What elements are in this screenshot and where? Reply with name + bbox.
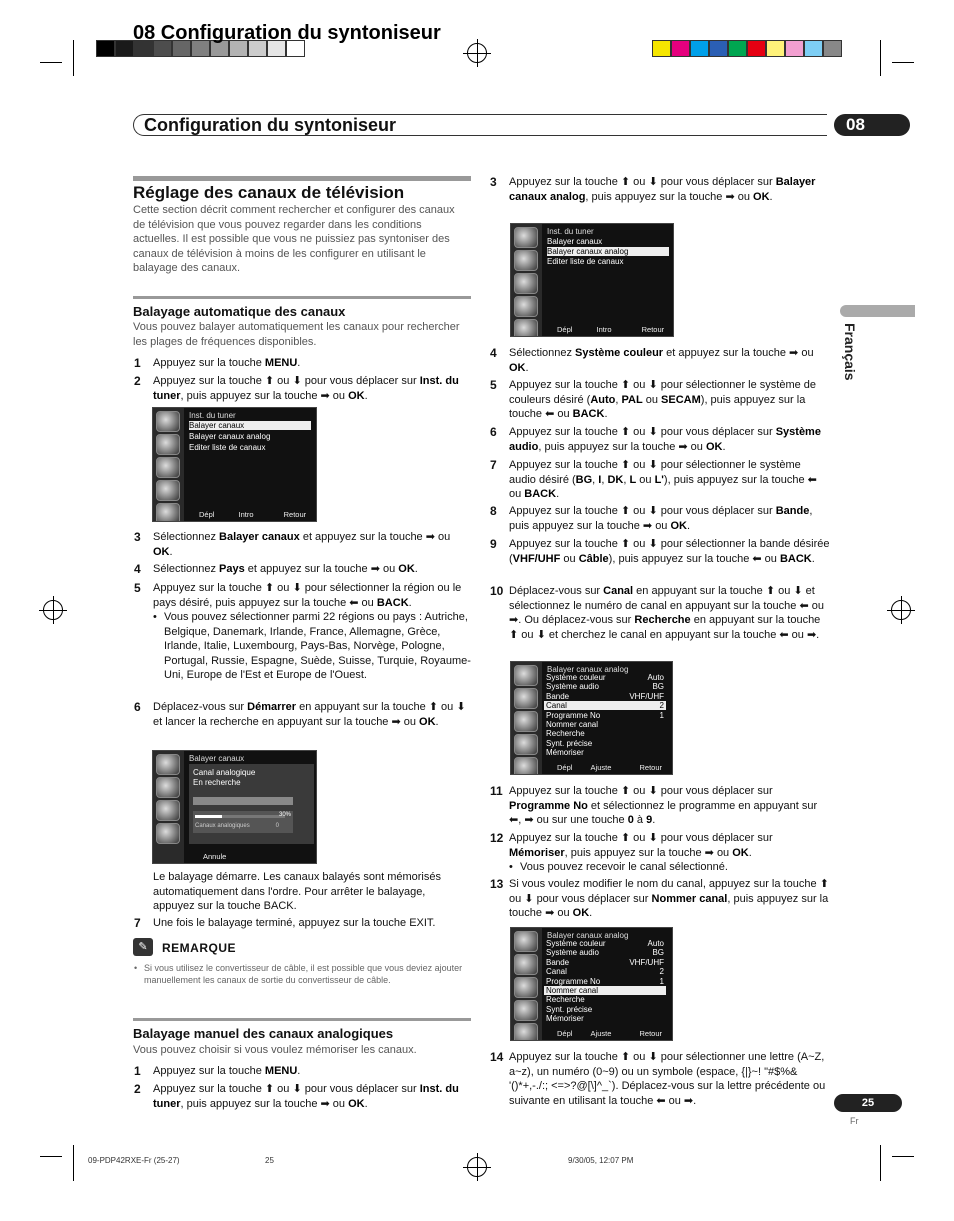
section-heading: Réglage des canaux de télévision	[133, 183, 405, 202]
settings-row	[544, 1005, 666, 1014]
step: 9 Appuyez sur la touche ⬆ ou ⬇ pour sélectionner la bande désirée (VHF/UHF ou Câble), puis appuyez sur la touche ⬅ ou BACK.	[490, 537, 830, 565]
gray-swatch	[96, 40, 115, 57]
settings-label: Synt. précise	[546, 1004, 593, 1014]
tv-menu-screen	[510, 223, 674, 337]
step: 6 Déplacez-vous sur Démarrer en appuyant sur la touche ⬆ ou ⬇ et lancer la recherche en appuyant sur la touche ➡ ou OK.	[134, 700, 466, 728]
settings-row	[544, 986, 666, 995]
progress-fill	[195, 815, 222, 818]
settings-label: Recherche	[546, 729, 585, 739]
note-heading: REMARQUE	[162, 941, 237, 955]
bullet: • Vous pouvez sélectionner parmi 22 régions ou pays : Autriche, Belgique, Danemark, Irlande, France, Allemagne, Grèce, Irlande, Italie, Luxembourg, Pays-Bas, Norvège, Pologne, Portugal, Russie, Espagne, Suède, Suisse, Turquie, Royaume-Uni, Europe de l'Est et Europe de l'Ouest.	[153, 611, 471, 682]
step-continuation: Le balayage démarre. Les canaux balayés sont mémorisés automatiquement dans l'ordre. Pour arrêter le balayage, appuyez sur la touche BACK.	[153, 871, 441, 913]
setup-icon	[514, 1000, 538, 1021]
settings-row	[544, 711, 666, 720]
settings-row	[544, 958, 666, 967]
settings-row	[544, 995, 666, 1004]
language-code: Fr	[850, 1116, 859, 1126]
setup-icon	[156, 480, 180, 501]
settings-row	[544, 692, 666, 701]
antenna-icon	[514, 227, 538, 248]
picture-icon	[156, 777, 180, 798]
setup-icon	[156, 823, 180, 844]
settings-value: Auto	[647, 673, 664, 682]
menu-footer: Dépl Ajuste Retour	[557, 1029, 662, 1038]
menu-footer: Dépl Intro Retour	[199, 510, 307, 519]
note-icon: ✎	[133, 938, 153, 956]
settings-row	[544, 729, 666, 738]
subsection-heading: Balayage automatique des canaux	[133, 304, 346, 319]
settings-value: Auto	[647, 939, 664, 948]
color-swatch	[690, 40, 709, 57]
color-swatch	[804, 40, 823, 57]
color-swatch	[785, 40, 804, 57]
crop-mark	[40, 1156, 62, 1157]
step: 7 Appuyez sur la touche ⬆ ou ⬇ pour sélectionner le système audio désiré (BG, I, DK, L ou L'), puis appuyez sur la touche ⬅ ou BACK.	[490, 458, 817, 501]
step: 12 Appuyez sur la touche ⬆ ou ⬇ pour vous déplacer sur Mémoriser, puis appuyez sur la touche ➡ ou OK.	[490, 831, 773, 859]
step: 5 Appuyez sur la touche ⬆ ou ⬇ pour sélectionner le système de couleurs désiré (Auto, PAL ou SECAM), puis appuyez sur la touche ⬅ ou BACK.	[490, 378, 817, 421]
crop-mark	[73, 1145, 74, 1181]
tv-menu-screen	[152, 407, 317, 522]
picture-icon	[514, 250, 538, 271]
menu-icon-column	[511, 928, 542, 1040]
crop-mark	[892, 1156, 914, 1157]
step: 7 Une fois le balayage terminé, appuyez sur la touche EXIT.	[134, 916, 436, 930]
step: 2 Appuyez sur la touche ⬆ ou ⬇ pour vous déplacer sur Inst. du tuner, puis appuyez sur la touche ➡ ou OK.	[134, 1082, 459, 1110]
divider	[133, 1018, 471, 1021]
section-title: Configuration du syntoniseur	[144, 115, 396, 135]
audio-icon	[156, 800, 180, 821]
file-page: 25	[265, 1156, 274, 1165]
audio-icon	[514, 977, 538, 998]
settings-row	[544, 977, 666, 986]
settings-row	[544, 948, 666, 957]
print-date: 9/30/05, 12:07 PM	[568, 1156, 634, 1165]
audio-icon	[514, 273, 538, 294]
step: 10 Déplacez-vous sur Canal en appuyant sur la touche ⬆ ou ⬇ et sélectionnez le numéro de canal en appuyant sur la touche ⬅ ou ➡. Ou déplacez-vous sur Recherche en appuyant sur la touche ⬆ ou ⬇ et cherchez le canal en appuyant sur la touche ⬅ ou ➡.	[490, 584, 824, 641]
menu-footer: Dépl Intro Retour	[557, 325, 665, 334]
settings-label: Synt. précise	[546, 738, 593, 748]
subsection-intro: Vous pouvez choisir si vous voulez mémoriser les canaux.	[133, 1044, 417, 1056]
color-swatch	[766, 40, 785, 57]
settings-row	[544, 720, 666, 729]
file-name: 09-PDP42RXE-Fr (25-27)	[88, 1156, 180, 1165]
registration-mark	[43, 600, 63, 620]
options-icon	[514, 757, 538, 775]
menu-icon-column	[153, 751, 184, 863]
settings-row	[544, 1014, 666, 1023]
settings-row	[544, 939, 666, 948]
step: 11 Appuyez sur la touche ⬆ ou ⬇ pour vous déplacer sur Programme No et sélectionnez le programme en appuyant sur ⬅, ➡ ou sur une touche 0 à 9.	[490, 784, 818, 827]
step: 14 Appuyez sur la touche ⬆ ou ⬇ pour sélectionner une lettre (A~Z, a~z), un numéro (0~9) ou un symbole (espace, {|}~! "#$%& '()*+,-./:; <=>?@[\]^_`). Déplacez-vous sur la lettre précédente ou suivante en utilisant la touche ⬅ ou ➡.	[490, 1050, 826, 1107]
menu-footer: Annule	[203, 852, 227, 861]
settings-row	[544, 701, 666, 710]
step: 4 Sélectionnez Système couleur et appuyez sur la touche ➡ ou OK.	[490, 346, 814, 374]
section-header	[133, 114, 827, 136]
settings-label: Système couleur	[546, 673, 606, 682]
color-swatch	[728, 40, 747, 57]
settings-label: Bande	[546, 957, 570, 967]
intro-paragraph: Cette section décrit comment rechercher et configurer des canaux de télévision que vous pouvez regarder dans les conditions actuelles. Il est possible que vous ne puissiez pas syntoniser des canaux de télévision à moins de les configurer en utilisant le balayage des canaux.	[133, 204, 455, 275]
menu-item: Editer liste de canaux	[189, 443, 266, 452]
settings-label: Système audio	[546, 682, 599, 692]
setup-icon	[514, 296, 538, 317]
picture-icon	[156, 434, 180, 455]
settings-label: Programme No	[546, 976, 601, 986]
top-title: 08 Configuration du syntoniseur	[133, 22, 441, 44]
settings-row	[544, 739, 666, 748]
settings-label: Bande	[546, 691, 570, 701]
settings-label: Programme No	[546, 710, 601, 720]
subsection-heading: Balayage manuel des canaux analogiques	[133, 1026, 394, 1041]
options-icon	[514, 319, 538, 337]
step: 1 Appuyez sur la touche MENU.	[134, 356, 301, 370]
color-swatch	[652, 40, 671, 57]
crop-mark	[73, 40, 74, 76]
settings-label: Nommer canal	[546, 720, 599, 729]
menu-item: Balayer canaux analog	[189, 432, 271, 441]
count-label: Canaux analogiques	[195, 823, 250, 829]
menu-title: Inst. du tuner	[547, 227, 594, 236]
subsection-intro: Vous pouvez balayer automatiquement les canaux pour rechercher les plages de fréquences disponibles.	[133, 321, 460, 348]
divider	[133, 176, 471, 181]
antenna-icon	[156, 754, 180, 775]
page-number: 25	[834, 1094, 902, 1112]
settings-label: Canal	[546, 701, 567, 711]
step: 5 Appuyez sur la touche ⬆ ou ⬇ pour sélectionner la région ou le pays désiré, puis appuyez sur la touche ⬅ ou BACK.	[134, 581, 462, 609]
progress-track	[193, 797, 293, 805]
settings-label: Recherche	[546, 995, 585, 1005]
settings-row	[544, 748, 666, 757]
menu-footer: Dépl Ajuste Retour	[557, 763, 662, 772]
options-icon	[156, 503, 180, 522]
progress-percent: 30%	[278, 812, 291, 818]
color-swatch	[823, 40, 842, 57]
registration-mark	[467, 43, 487, 63]
menu-title: Balayer canaux analog	[547, 931, 629, 940]
menu-title: Inst. du tuner	[189, 411, 236, 420]
settings-value: 2	[659, 701, 664, 711]
color-swatch	[671, 40, 690, 57]
registration-mark	[891, 600, 911, 620]
bullet: • Vous pouvez recevoir le canal sélectionné.	[509, 861, 728, 873]
step: 4 Sélectionnez Pays et appuyez sur la touche ➡ ou OK.	[134, 562, 418, 576]
setup-icon	[514, 734, 538, 755]
menu-item: Balayer canaux analog	[547, 247, 669, 256]
step: 2 Appuyez sur la touche ⬆ ou ⬇ pour vous déplacer sur Inst. du tuner, puis appuyez sur la touche ➡ ou OK.	[134, 374, 459, 402]
gray-swatch	[115, 40, 134, 57]
menu-item: Balayer canaux	[547, 237, 603, 246]
menu-item: Balayer canaux	[189, 421, 311, 430]
progress-box	[193, 811, 293, 833]
settings-label: Mémoriser	[546, 748, 584, 758]
menu-icon-column	[511, 224, 542, 336]
step: 8 Appuyez sur la touche ⬆ ou ⬇ pour vous déplacer sur Bande, puis appuyez sur la touche ➡ ou OK.	[490, 504, 813, 532]
divider	[133, 296, 471, 299]
step: 3 Appuyez sur la touche ⬆ ou ⬇ pour vous déplacer sur Balayer canaux analog, puis appuyez sur la touche ➡ ou OK.	[490, 175, 816, 203]
picture-icon	[514, 954, 538, 975]
settings-value: BG	[652, 682, 664, 692]
settings-label: Canal	[546, 967, 567, 977]
registration-mark	[467, 1157, 487, 1177]
settings-value: 1	[659, 710, 664, 720]
crop-mark	[892, 62, 914, 63]
crop-mark	[40, 62, 62, 63]
tv-analog-scan-screen	[510, 661, 673, 775]
settings-value: VHF/UHF	[629, 691, 664, 701]
step: 3 Sélectionnez Balayer canaux et appuyez sur la touche ➡ ou OK.	[134, 530, 451, 558]
menu-title: Balayer canaux	[189, 754, 245, 763]
settings-label: Système audio	[546, 948, 599, 958]
audio-icon	[514, 711, 538, 732]
audio-icon	[156, 457, 180, 478]
language-tab	[840, 305, 915, 317]
settings-row	[544, 673, 666, 682]
color-swatch	[709, 40, 728, 57]
settings-label: Système couleur	[546, 939, 606, 948]
tv-analog-scan-screen	[510, 927, 673, 1041]
color-swatch	[747, 40, 766, 57]
settings-value: 2	[659, 967, 664, 977]
crop-mark	[880, 40, 881, 76]
settings-label: Mémoriser	[546, 1014, 584, 1024]
antenna-icon	[514, 931, 538, 952]
options-icon	[514, 1023, 538, 1041]
settings-row	[544, 967, 666, 976]
settings-value: 1	[659, 976, 664, 986]
progress-bar	[195, 815, 285, 818]
chapter-badge: 08	[834, 114, 910, 136]
count-value: 0	[275, 823, 279, 829]
language-label: Français	[842, 323, 858, 381]
step: 1 Appuyez sur la touche MENU.	[134, 1064, 301, 1078]
antenna-icon	[156, 411, 180, 432]
settings-value: BG	[652, 948, 664, 958]
step: 6 Appuyez sur la touche ⬆ ou ⬇ pour vous déplacer sur Système audio, puis appuyez sur la touche ➡ ou OK.	[490, 425, 821, 453]
settings-label: Nommer canal	[546, 986, 599, 995]
menu-item: Editer liste de canaux	[547, 257, 624, 266]
step: 13 Si vous voulez modifier le nom du canal, appuyez sur la touche ⬆ ou ⬇ pour vous déplacer sur Nommer canal, puis appuyez sur la touche ➡ ou OK.	[490, 877, 829, 920]
menu-title: Balayer canaux analog	[547, 665, 629, 674]
menu-icon-column	[153, 408, 184, 521]
menu-icon-column	[511, 662, 542, 774]
scan-line: En recherche	[193, 778, 241, 787]
antenna-icon	[514, 665, 538, 686]
settings-value: VHF/UHF	[629, 957, 664, 967]
settings-row	[544, 682, 666, 691]
note-text: • Si vous utilisez le convertisseur de câble, il est possible que vous deviez ajouter manuellement les canaux de sortie du convertisseur de câble.	[134, 963, 463, 985]
crop-mark	[880, 1145, 881, 1181]
picture-icon	[514, 688, 538, 709]
tv-scan-screen	[152, 750, 317, 864]
scan-line: Canal analogique	[193, 768, 256, 777]
